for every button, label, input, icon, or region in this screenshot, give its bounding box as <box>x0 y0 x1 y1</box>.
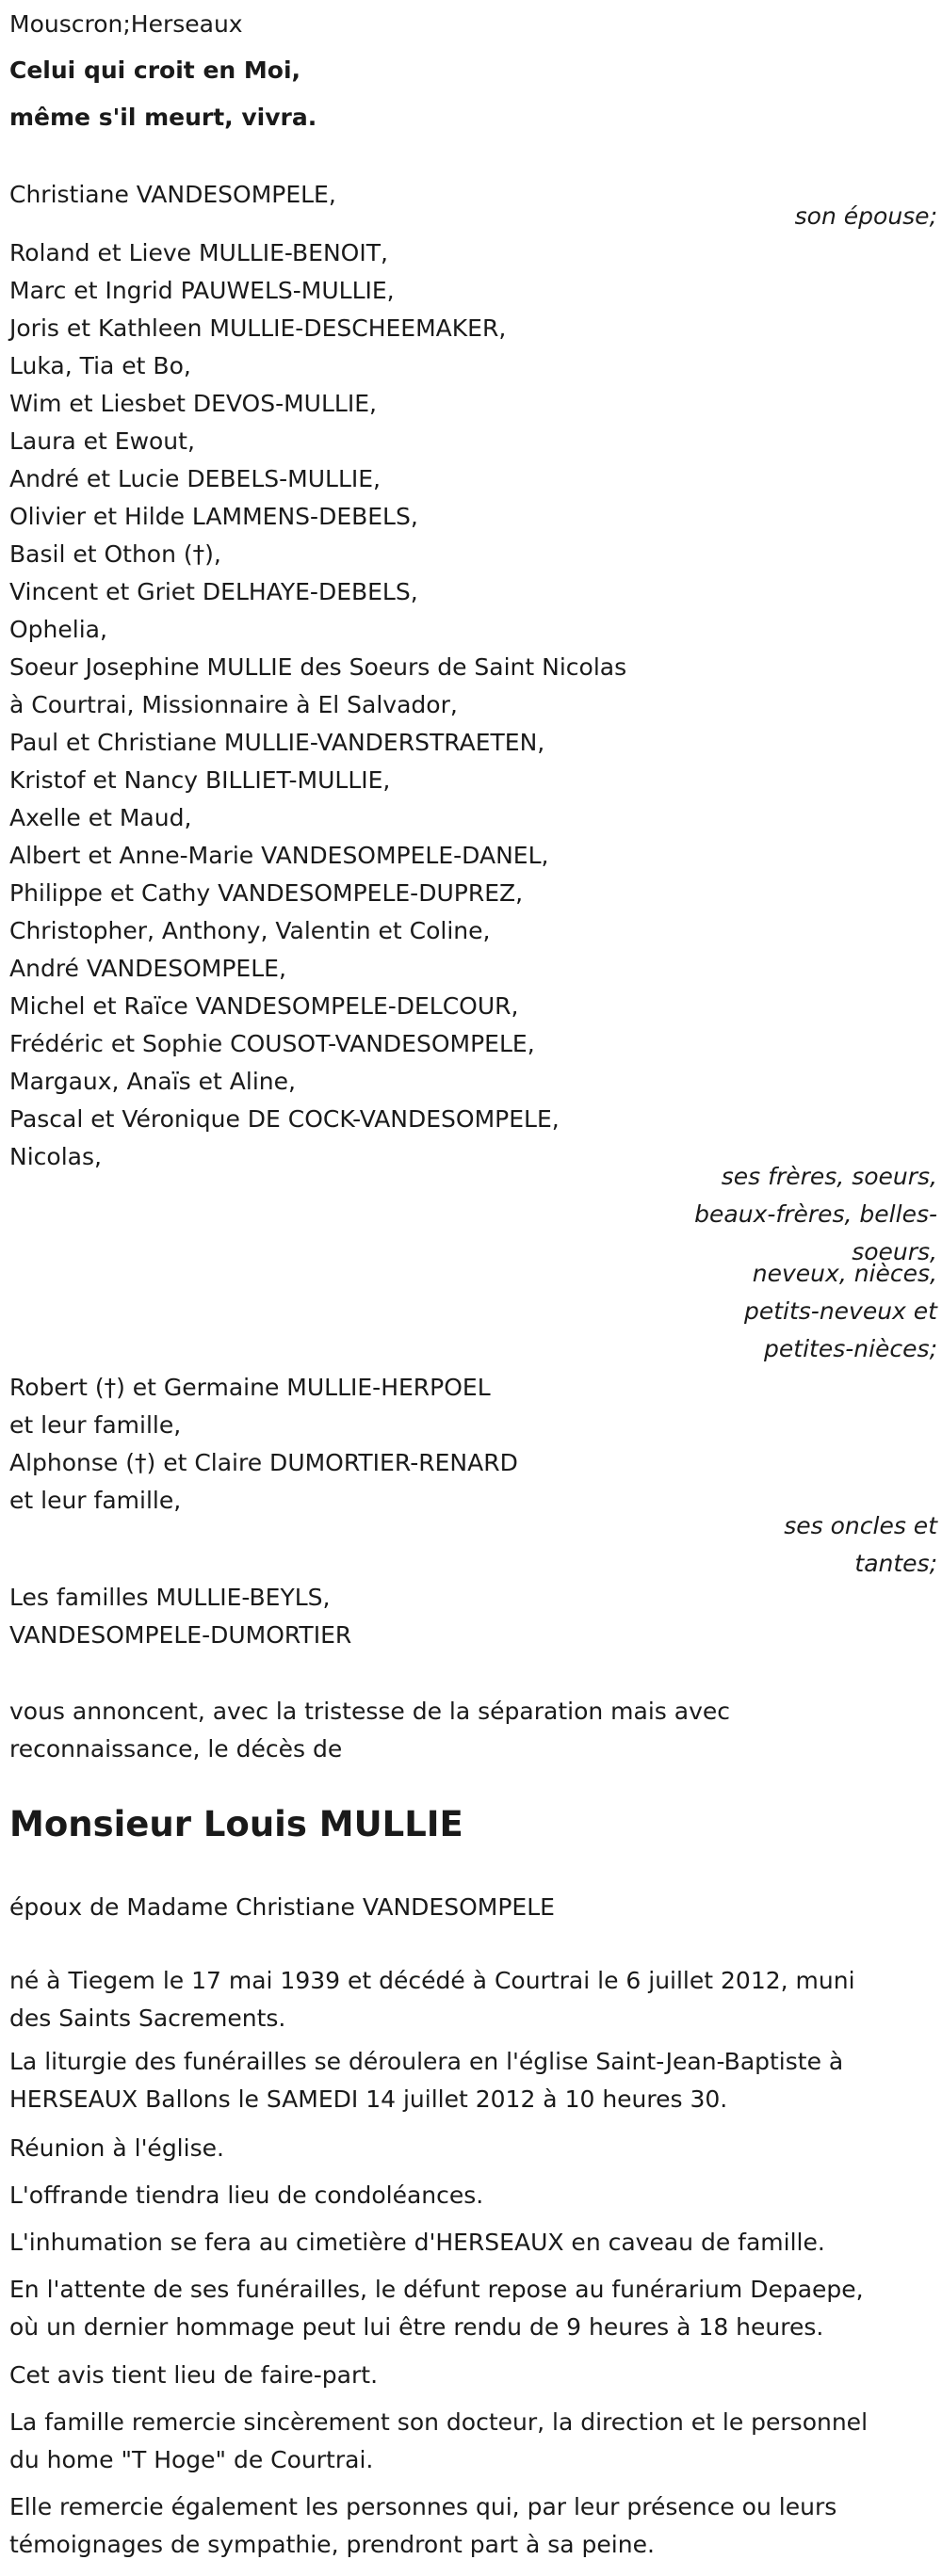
list-item: Axelle et Maud, <box>9 804 192 831</box>
list-item: Joris et Kathleen MULLIE-DESCHEEMAKER, <box>9 314 507 342</box>
list-item: Philippe et Cathy VANDESOMPELE-DUPREZ, <box>9 879 524 907</box>
siblings-role-6: petites-nièces; <box>764 1335 937 1362</box>
list-item: Kristof et Nancy BILLIET-MULLIE, <box>9 766 391 794</box>
quote-line-1: Celui qui croit en Moi, <box>9 56 301 84</box>
list-item: Ophelia, <box>9 616 107 643</box>
list-item: Vincent et Griet DELHAYE-DEBELS, <box>9 578 418 605</box>
rest-line-2: où un dernier hommage peut lui être rendu de 9 heures à 18 heures. <box>9 2313 824 2341</box>
list-item: André et Lucie DEBELS-MULLIE, <box>9 465 382 492</box>
list-item: Robert (†) et Germaine MULLIE-HERPOEL <box>9 1374 491 1401</box>
list-item: Nicolas, <box>9 1143 102 1170</box>
siblings-role-1: ses frères, soeurs, <box>721 1163 937 1190</box>
uncles-list <box>9 1369 518 1520</box>
list-item: Wim et Liesbet DEVOS-MULLIE, <box>9 390 377 417</box>
list-item: Christopher, Anthony, Valentin et Coline, <box>9 917 491 944</box>
siblings-role-3: soeurs, <box>852 1238 937 1265</box>
list-item: André VANDESOMPELE, <box>9 955 286 982</box>
list-item: Paul et Christiane MULLIE-VANDERSTRAETEN, <box>9 729 545 756</box>
siblings-list <box>9 234 626 1176</box>
burial-text: L'inhumation se fera au cimetière d'HERSEAUX en caveau de famille. <box>9 2229 825 2256</box>
deceased-spouse: époux de Madame Christiane VANDESOMPELE <box>9 1893 555 1921</box>
list-item: Roland et Lieve MULLIE-BENOIT, <box>9 239 388 266</box>
families-line-2: VANDESOMPELE-DUMORTIER <box>9 1621 352 1649</box>
thanks2-line-1: Elle remercie également les personnes qui, par leur présence ou leurs <box>9 2493 837 2520</box>
spouse-name: Christiane VANDESOMPELE, <box>9 181 336 208</box>
birth-line-1: né à Tiegem le 17 mai 1939 et décédé à Courtrai le 6 juillet 2012, muni <box>9 1967 855 1994</box>
siblings-role-4: neveux, nièces, <box>752 1260 937 1287</box>
spouse-role: son épouse; <box>794 202 937 230</box>
location: Mouscron;Herseaux <box>9 10 243 38</box>
families-line-1: Les familles MULLIE-BEYLS, <box>9 1584 331 1611</box>
birth-death-paragraph <box>9 1962 855 2037</box>
deceased-name: Monsieur Louis MULLIE <box>9 1804 463 1844</box>
liturgy-paragraph <box>9 2043 843 2118</box>
siblings-role-2: beaux-frères, belles- <box>694 1200 937 1228</box>
list-item: Luka, Tia et Bo, <box>9 352 191 379</box>
siblings-role-5: petits-neveux et <box>743 1297 937 1325</box>
rest-paragraph <box>9 2271 864 2346</box>
thanks-line-2: du home "T Hoge" de Courtrai. <box>9 2446 374 2473</box>
list-item: Basil et Othon (†), <box>9 540 221 568</box>
uncles-role-2: tantes; <box>854 1550 937 1577</box>
notice-text: Cet avis tient lieu de faire-part. <box>9 2361 379 2389</box>
announcement-line-2: reconnaissance, le décès de <box>9 1735 343 1763</box>
list-item: Margaux, Anaïs et Aline, <box>9 1068 296 1095</box>
list-item: Marc et Ingrid PAUWELS-MULLIE, <box>9 277 395 304</box>
birth-line-2: des Saints Sacrements. <box>9 2004 286 2032</box>
liturgy-line-1: La liturgie des funérailles se déroulera en l'église Saint-Jean-Baptiste à <box>9 2048 844 2075</box>
thanks2-line-2: témoignages de sympathie, prendront part à sa peine. <box>9 2531 655 2558</box>
list-item: Alphonse (†) et Claire DUMORTIER-RENARD <box>9 1449 518 1476</box>
quote-line-2: même s'il meurt, vivra. <box>9 104 317 131</box>
list-item: Soeur Josephine MULLIE des Soeurs de Saint Nicolas <box>9 653 627 681</box>
uncles-role-1: ses oncles et <box>784 1512 937 1539</box>
offering-text: L'offrande tiendra lieu de condoléances. <box>9 2182 484 2209</box>
announcement-line-1: vous annoncent, avec la tristesse de la séparation mais avec <box>9 1698 731 1725</box>
thanks-line-1: La famille remercie sincèrement son docteur, la direction et le personnel <box>9 2408 869 2436</box>
list-item: à Courtrai, Missionnaire à El Salvador, <box>9 691 458 718</box>
thanks2-paragraph <box>9 2488 836 2564</box>
liturgy-line-2: HERSEAUX Ballons le SAMEDI 14 juillet 2012 à 10 heures 30. <box>9 2085 728 2113</box>
list-item: Olivier et Hilde LAMMENS-DEBELS, <box>9 503 418 530</box>
rest-line-1: En l'attente de ses funérailles, le défunt repose au funérarium Depaepe, <box>9 2276 864 2303</box>
list-item: et leur famille, <box>9 1411 182 1439</box>
list-item: et leur famille, <box>9 1487 182 1514</box>
list-item: Michel et Raïce VANDESOMPELE-DELCOUR, <box>9 992 519 1020</box>
list-item: Albert et Anne-Marie VANDESOMPELE-DANEL, <box>9 842 549 869</box>
list-item: Laura et Ewout, <box>9 427 195 455</box>
thanks-paragraph <box>9 2404 868 2479</box>
list-item: Frédéric et Sophie COUSOT-VANDESOMPELE, <box>9 1030 535 1057</box>
list-item: Pascal et Véronique DE COCK-VANDESOMPELE, <box>9 1105 560 1133</box>
meeting-text: Réunion à l'église. <box>9 2134 224 2162</box>
